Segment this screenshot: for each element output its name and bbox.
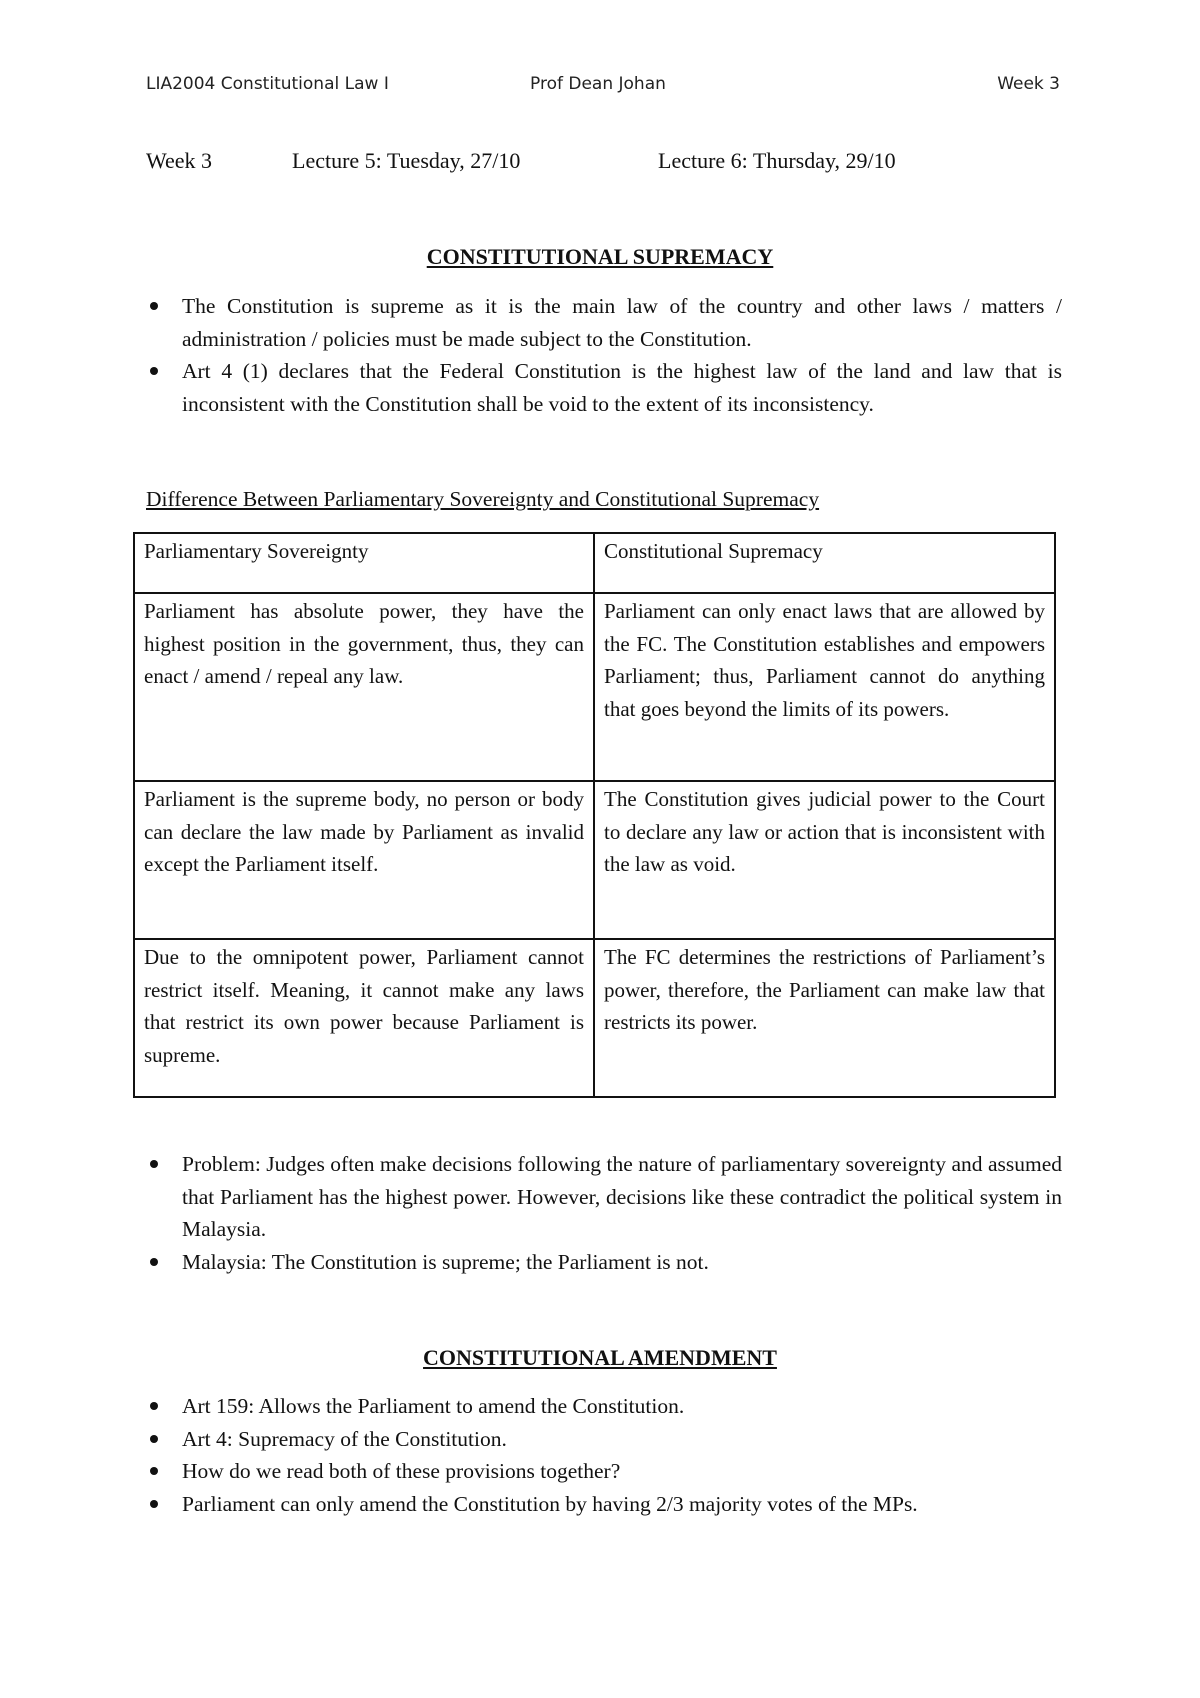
course-code: LIA2004 Constitutional Law I: [146, 74, 389, 94]
professor-name: Prof Dean Johan: [530, 74, 666, 94]
table-row: [134, 939, 1055, 1097]
header-parliamentary-sovereignty: Parliamentary Sovereignty: [134, 533, 594, 593]
table-cell: Parliament is the supreme body, no person or body can declare the law made by Parliament as invalid except the Parliament itself.: [134, 781, 594, 939]
table-cell: Parliament has absolute power, they have the highest position in the government, thus, they can enact / amend / repeal any law.: [134, 593, 594, 781]
amendment-bullets: [146, 1390, 1062, 1520]
schedule-week: Week 3: [146, 148, 213, 173]
list-item: The Constitution is supreme as it is the main law of the country and other laws / matters / administration / policies must be made subject to the Constitution.: [146, 290, 1062, 355]
list-item: How do we read both of these provisions together?: [146, 1455, 1062, 1488]
page-header: [146, 74, 1060, 102]
list-item: Art 4: Supremacy of the Constitution.: [146, 1423, 1062, 1456]
supremacy-bullets: [146, 290, 1062, 420]
table-cell: Due to the omnipotent power, Parliament cannot restrict itself. Meaning, it cannot make any laws that restrict its own power because Parliament is supreme.: [134, 939, 594, 1097]
table-cell: Parliament can only enact laws that are allowed by the FC. The Constitution establishes and empowers Parliament; thus, Parliament cannot do anything that goes beyond the limits of its powers.: [594, 593, 1055, 781]
lecture-6: Lecture 6: Thursday, 29/10: [658, 148, 896, 173]
list-item: Parliament can only amend the Constitution by having 2/3 majority votes of the MPs.: [146, 1488, 1062, 1521]
table-row: [134, 781, 1055, 939]
table-caption: Difference Between Parliamentary Sovereignty and Constitutional Supremacy: [146, 487, 820, 511]
table-cell: The Constitution gives judicial power to the Court to declare any law or action that is inconsistent with the law as void.: [594, 781, 1055, 939]
list-item: Malaysia: The Constitution is supreme; the Parliament is not.: [146, 1246, 1062, 1279]
table-row: [134, 593, 1055, 781]
table-header-row: [134, 533, 1055, 593]
header-constitutional-supremacy: Constitutional Supremacy: [594, 533, 1055, 593]
supremacy-title: CONSTITUTIONAL SUPREMACY: [426, 244, 774, 269]
table-cell: The FC determines the restrictions of Parliament’s power, therefore, the Parliament can make law that restricts its power.: [594, 939, 1055, 1097]
amendment-title: CONSTITUTIONAL AMENDMENT: [423, 1345, 777, 1370]
list-item: Problem: Judges often make decisions following the nature of parliamentary sovereignty and assumed that Parliament has the highest power. However, decisions like these contradict the political system in Malaysia.: [146, 1148, 1062, 1246]
comparison-table: [133, 532, 1056, 1098]
list-item: Art 159: Allows the Parliament to amend the Constitution.: [146, 1390, 1062, 1423]
list-item: Art 4 (1) declares that the Federal Constitution is the highest law of the land and law that is inconsistent with the Constitution shall be void to the extent of its inconsistency.: [146, 355, 1062, 420]
lecture-5: Lecture 5: Tuesday, 27/10: [292, 148, 521, 173]
problem-bullets: [146, 1148, 1062, 1278]
header-week: Week 3: [997, 74, 1060, 94]
